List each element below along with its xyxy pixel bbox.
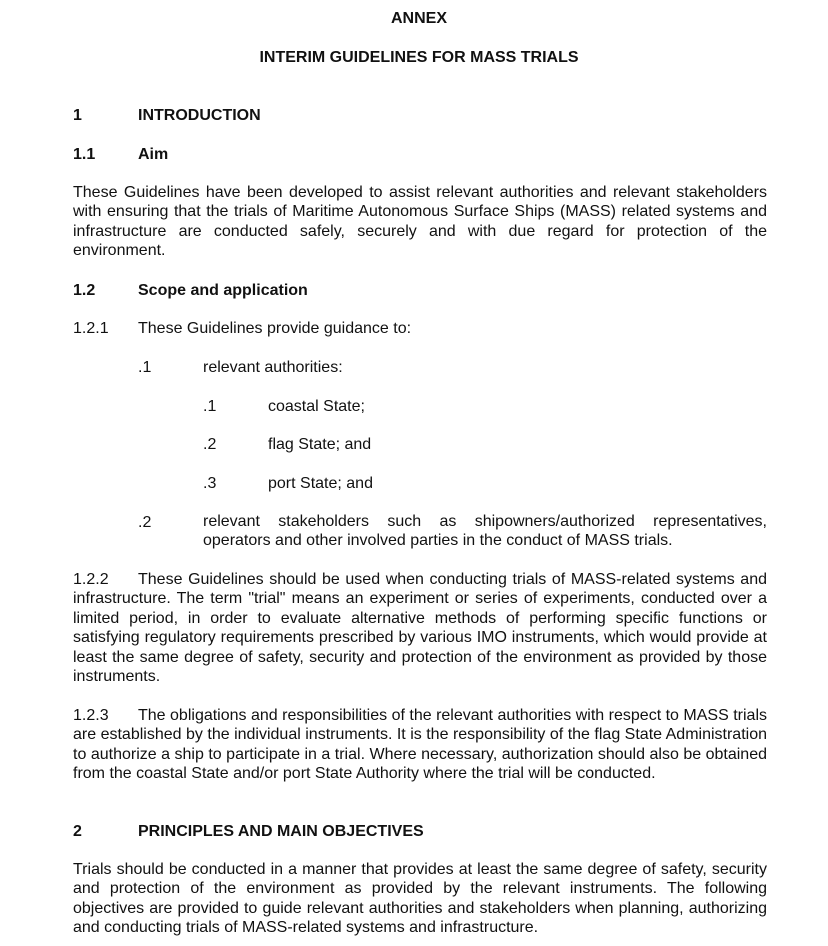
section-1-number: 1 — [73, 107, 82, 124]
list-item-1-text: relevant authorities: — [203, 359, 343, 376]
list-item-1-number: .1 — [138, 359, 152, 376]
section-2-number: 2 — [73, 823, 82, 840]
paragraph-1-2-3-number: 1.2.3 — [73, 707, 109, 724]
section-1-1-title: Aim — [138, 146, 169, 163]
sub-item-1-number: .1 — [203, 398, 217, 415]
paragraph-1-2-1-number: 1.2.1 — [73, 320, 109, 337]
section-1-2-number: 1.2 — [73, 282, 96, 299]
section-2-title: PRINCIPLES AND MAIN OBJECTIVES — [138, 823, 424, 840]
sub-item-2-number: .2 — [203, 436, 217, 453]
paragraph-1-2-3-text: The obligations and responsibilities of the relevant authorities with respect to MASS trials are established by the individual instruments. It is the responsibility of the flag State Administration to authorize a ship to participate in a trial. Where necessary, authorization should also be obtained from the coastal State and/or port State Authority where the trial will be conducted. — [73, 707, 767, 783]
section-1-title: INTRODUCTION — [138, 107, 261, 124]
paragraph-1-2-2-number: 1.2.2 — [73, 571, 109, 588]
principles-paragraph: Trials should be conducted in a manner that provides at least the same degree of safety, security and protection of the environment as provided by the relevant instruments. The following objectives are provided to guide relevant authorities and stakeholders when planning, authorizing and conducting trials of MASS-related systems and infrastructure. — [73, 861, 767, 937]
annex-heading: ANNEX — [390, 10, 447, 27]
sub-item-2-text: flag State; and — [268, 436, 372, 453]
paragraph-1-2-1-text: These Guidelines provide guidance to: — [138, 320, 412, 337]
paragraph-1-2-2-text: These Guidelines should be used when conducting trials of MASS-related systems and infrastructure. The term "trial" means an experiment or series of experiments, conducted over a limited period, in order to evaluate alternative methods of performing specific functions or satisfying regulatory requirements prescribed by various IMO instruments, which would provide at least the same degree of safety, security and protection of the environment as provided by those instruments. — [73, 571, 767, 686]
sub-item-3-text: port State; and — [268, 475, 373, 492]
sub-item-1-text: coastal State; — [268, 398, 365, 415]
paragraph-1-2-3 — [73, 706, 767, 784]
list-item-2-text: relevant stakeholders such as shipowners/authorized representatives, operators and other involved parties in the conduct of MASS trials. — [203, 513, 767, 550]
section-1-2-title: Scope and application — [138, 282, 308, 299]
aim-paragraph: These Guidelines have been developed to assist relevant authorities and relevant stakeholders with ensuring that the trials of Maritime Autonomous Surface Ships (MASS) related systems and infrastructure are conducted safely, securely and with due regard for protection of the environment. — [73, 184, 767, 260]
section-1-1-number: 1.1 — [73, 146, 96, 163]
list-item-2-number: .2 — [138, 514, 152, 531]
paragraph-1-2-2 — [73, 570, 767, 686]
document-title: INTERIM GUIDELINES FOR MASS TRIALS — [259, 49, 579, 66]
sub-item-3-number: .3 — [203, 475, 217, 492]
